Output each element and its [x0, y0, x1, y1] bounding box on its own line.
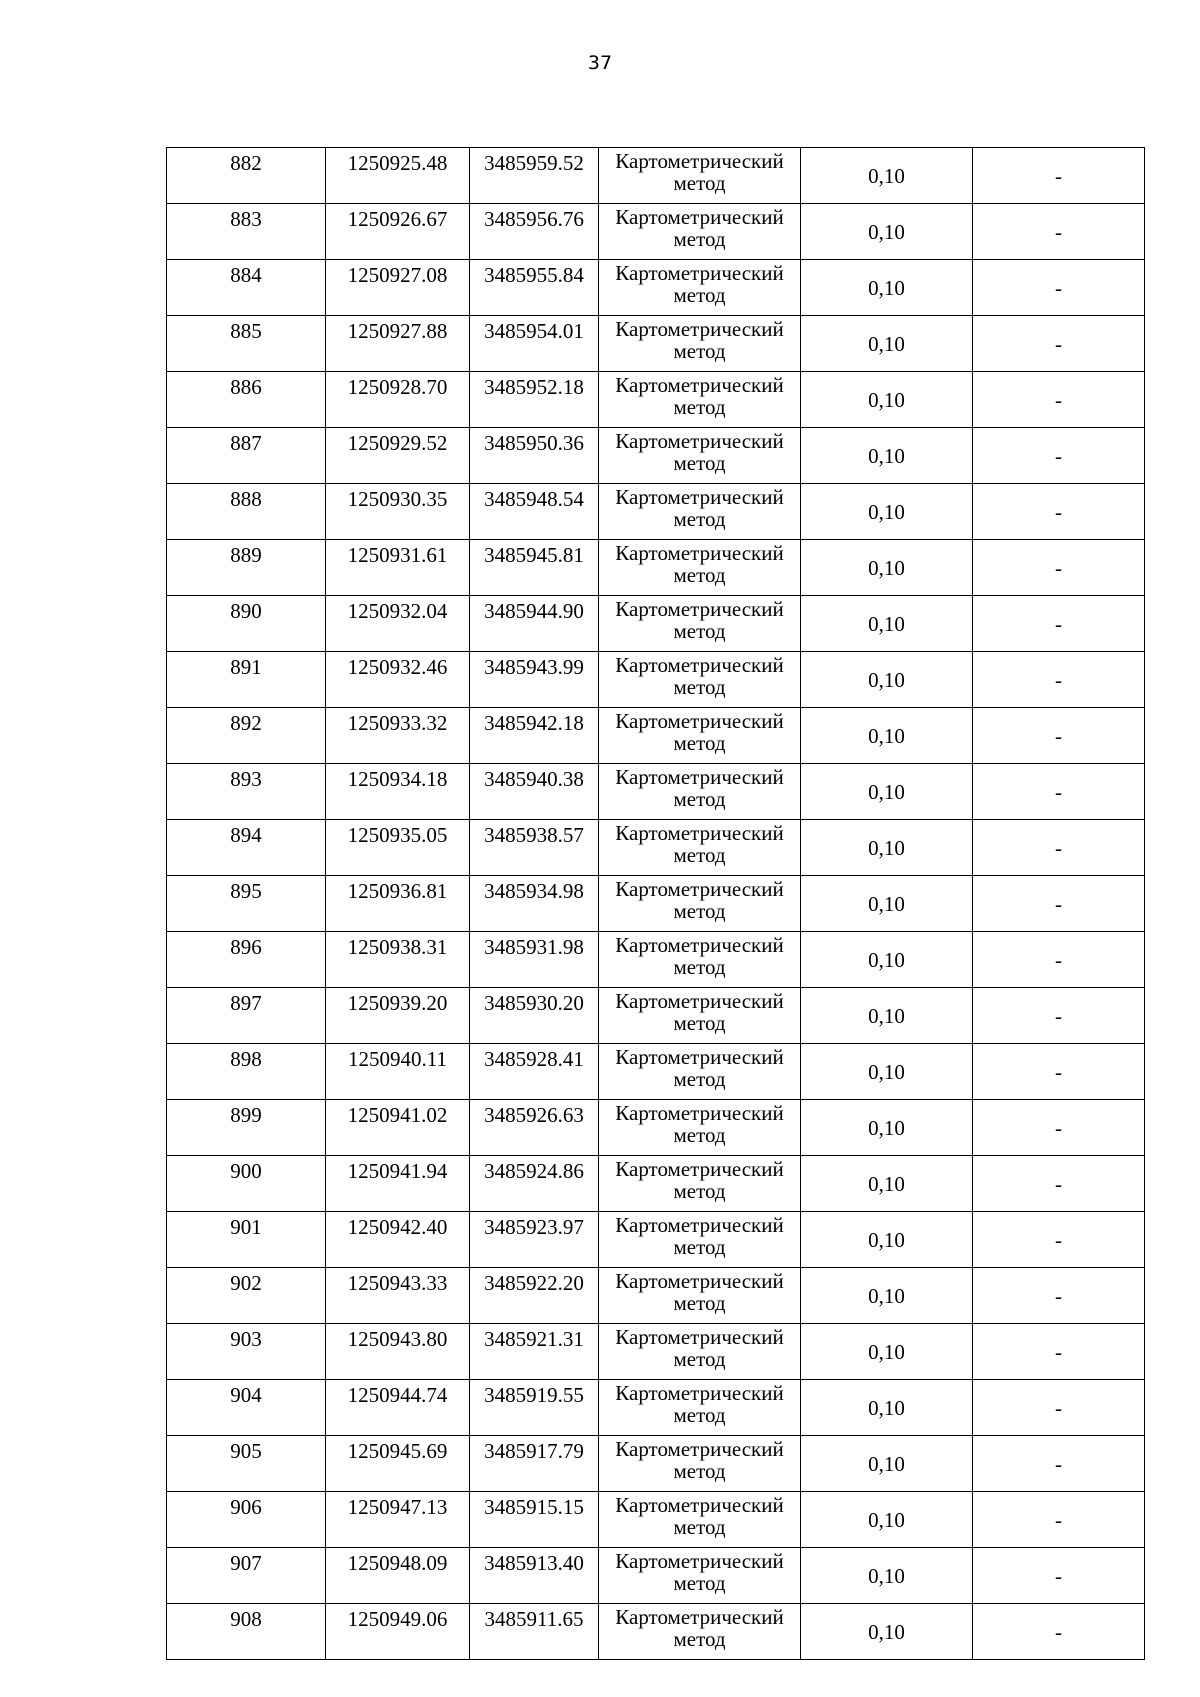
method-line-1: Картометрический — [615, 1213, 784, 1237]
y-coordinate-cell: 3485959.52 — [470, 148, 599, 204]
method-line-2: метод — [673, 1403, 726, 1427]
accuracy-cell: 0,10 — [801, 260, 973, 316]
table-row — [167, 876, 1145, 932]
method-cell — [599, 1604, 801, 1660]
accuracy-cell: 0,10 — [801, 764, 973, 820]
method-line-1: Картометрический — [615, 989, 784, 1013]
table-row — [167, 708, 1145, 764]
method-line-1: Картометрический — [615, 597, 784, 621]
method-line-1: Картометрический — [615, 765, 784, 789]
accuracy-cell: 0,10 — [801, 932, 973, 988]
point-number-cell: 883 — [167, 204, 326, 260]
note-cell: - — [973, 1044, 1145, 1100]
table-row — [167, 1324, 1145, 1380]
note-cell: - — [973, 708, 1145, 764]
y-coordinate-cell: 3485926.63 — [470, 1100, 599, 1156]
note-cell: - — [973, 1268, 1145, 1324]
point-number-cell: 890 — [167, 596, 326, 652]
y-coordinate-cell: 3485917.79 — [470, 1436, 599, 1492]
accuracy-cell: 0,10 — [801, 428, 973, 484]
note-cell: - — [973, 932, 1145, 988]
method-cell — [599, 204, 801, 260]
method-line-2: метод — [673, 339, 726, 363]
point-number-cell: 886 — [167, 372, 326, 428]
method-line-2: метод — [673, 507, 726, 531]
table-row — [167, 372, 1145, 428]
x-coordinate-cell: 1250927.08 — [326, 260, 470, 316]
y-coordinate-cell: 3485919.55 — [470, 1380, 599, 1436]
method-line-1: Картометрический — [615, 1101, 784, 1125]
accuracy-cell: 0,10 — [801, 596, 973, 652]
point-number-cell: 882 — [167, 148, 326, 204]
method-line-1: Картометрический — [615, 485, 784, 509]
point-number-cell: 900 — [167, 1156, 326, 1212]
y-coordinate-cell: 3485930.20 — [470, 988, 599, 1044]
point-number-cell: 897 — [167, 988, 326, 1044]
x-coordinate-cell: 1250947.13 — [326, 1492, 470, 1548]
note-cell: - — [973, 652, 1145, 708]
point-number-cell: 901 — [167, 1212, 326, 1268]
y-coordinate-cell: 3485955.84 — [470, 260, 599, 316]
coordinates-table-body — [167, 148, 1145, 1660]
point-number-cell: 888 — [167, 484, 326, 540]
x-coordinate-cell: 1250928.70 — [326, 372, 470, 428]
method-line-2: метод — [673, 1235, 726, 1259]
table-row — [167, 1212, 1145, 1268]
x-coordinate-cell: 1250925.48 — [326, 148, 470, 204]
table-row — [167, 1044, 1145, 1100]
accuracy-cell: 0,10 — [801, 1548, 973, 1604]
table-row — [167, 148, 1145, 204]
y-coordinate-cell: 3485938.57 — [470, 820, 599, 876]
y-coordinate-cell: 3485954.01 — [470, 316, 599, 372]
table-row — [167, 484, 1145, 540]
method-cell — [599, 428, 801, 484]
note-cell: - — [973, 484, 1145, 540]
point-number-cell: 906 — [167, 1492, 326, 1548]
y-coordinate-cell: 3485923.97 — [470, 1212, 599, 1268]
method-cell — [599, 652, 801, 708]
accuracy-cell: 0,10 — [801, 820, 973, 876]
method-line-2: метод — [673, 451, 726, 475]
note-cell: - — [973, 1604, 1145, 1660]
x-coordinate-cell: 1250941.94 — [326, 1156, 470, 1212]
point-number-cell: 904 — [167, 1380, 326, 1436]
y-coordinate-cell: 3485922.20 — [470, 1268, 599, 1324]
method-line-1: Картометрический — [615, 1493, 784, 1517]
method-line-1: Картометрический — [615, 821, 784, 845]
note-cell: - — [973, 1380, 1145, 1436]
method-line-1: Картометрический — [615, 1605, 784, 1629]
note-cell: - — [973, 372, 1145, 428]
y-coordinate-cell: 3485921.31 — [470, 1324, 599, 1380]
method-line-2: метод — [673, 227, 726, 251]
table-row — [167, 1156, 1145, 1212]
method-cell — [599, 484, 801, 540]
point-number-cell: 896 — [167, 932, 326, 988]
x-coordinate-cell: 1250945.69 — [326, 1436, 470, 1492]
x-coordinate-cell: 1250934.18 — [326, 764, 470, 820]
method-line-2: метод — [673, 619, 726, 643]
note-cell: - — [973, 316, 1145, 372]
table-row — [167, 1100, 1145, 1156]
note-cell: - — [973, 876, 1145, 932]
y-coordinate-cell: 3485931.98 — [470, 932, 599, 988]
accuracy-cell: 0,10 — [801, 372, 973, 428]
method-line-2: метод — [673, 899, 726, 923]
method-line-2: метод — [673, 1459, 726, 1483]
x-coordinate-cell: 1250949.06 — [326, 1604, 470, 1660]
point-number-cell: 903 — [167, 1324, 326, 1380]
x-coordinate-cell: 1250933.32 — [326, 708, 470, 764]
y-coordinate-cell: 3485928.41 — [470, 1044, 599, 1100]
method-cell — [599, 764, 801, 820]
y-coordinate-cell: 3485934.98 — [470, 876, 599, 932]
method-line-1: Картометрический — [615, 429, 784, 453]
accuracy-cell: 0,10 — [801, 1268, 973, 1324]
method-line-1: Картометрический — [615, 1325, 784, 1349]
method-cell — [599, 316, 801, 372]
table-row — [167, 652, 1145, 708]
method-line-2: метод — [673, 563, 726, 587]
y-coordinate-cell: 3485944.90 — [470, 596, 599, 652]
method-cell — [599, 1044, 801, 1100]
point-number-cell: 907 — [167, 1548, 326, 1604]
method-line-2: метод — [673, 395, 726, 419]
method-line-1: Картометрический — [615, 1549, 784, 1573]
point-number-cell: 899 — [167, 1100, 326, 1156]
method-line-1: Картометрический — [615, 1381, 784, 1405]
table-row — [167, 596, 1145, 652]
accuracy-cell: 0,10 — [801, 1436, 973, 1492]
y-coordinate-cell: 3485913.40 — [470, 1548, 599, 1604]
y-coordinate-cell: 3485956.76 — [470, 204, 599, 260]
note-cell: - — [973, 1100, 1145, 1156]
point-number-cell: 887 — [167, 428, 326, 484]
method-line-2: метод — [673, 1347, 726, 1371]
x-coordinate-cell: 1250931.61 — [326, 540, 470, 596]
x-coordinate-cell: 1250944.74 — [326, 1380, 470, 1436]
method-cell — [599, 932, 801, 988]
method-line-2: метод — [673, 171, 726, 195]
table-row — [167, 1604, 1145, 1660]
method-line-2: метод — [673, 1011, 726, 1035]
accuracy-cell: 0,10 — [801, 316, 973, 372]
x-coordinate-cell: 1250942.40 — [326, 1212, 470, 1268]
method-line-1: Картометрический — [615, 205, 784, 229]
accuracy-cell: 0,10 — [801, 708, 973, 764]
method-line-1: Картометрический — [615, 933, 784, 957]
point-number-cell: 884 — [167, 260, 326, 316]
point-number-cell: 889 — [167, 540, 326, 596]
x-coordinate-cell: 1250930.35 — [326, 484, 470, 540]
method-cell — [599, 372, 801, 428]
table-row — [167, 932, 1145, 988]
accuracy-cell: 0,10 — [801, 1492, 973, 1548]
method-line-1: Картометрический — [615, 1045, 784, 1069]
y-coordinate-cell: 3485924.86 — [470, 1156, 599, 1212]
method-line-1: Картометрический — [615, 1157, 784, 1181]
method-cell — [599, 1268, 801, 1324]
method-line-1: Картометрический — [615, 653, 784, 677]
y-coordinate-cell: 3485942.18 — [470, 708, 599, 764]
x-coordinate-cell: 1250927.88 — [326, 316, 470, 372]
x-coordinate-cell: 1250929.52 — [326, 428, 470, 484]
method-cell — [599, 1436, 801, 1492]
method-line-1: Картометрический — [615, 709, 784, 733]
table-row — [167, 204, 1145, 260]
x-coordinate-cell: 1250926.67 — [326, 204, 470, 260]
accuracy-cell: 0,10 — [801, 652, 973, 708]
method-line-2: метод — [673, 1291, 726, 1315]
method-cell — [599, 876, 801, 932]
method-cell — [599, 820, 801, 876]
note-cell: - — [973, 820, 1145, 876]
method-cell — [599, 1324, 801, 1380]
method-line-2: метод — [673, 1627, 726, 1651]
method-cell — [599, 988, 801, 1044]
accuracy-cell: 0,10 — [801, 1604, 973, 1660]
accuracy-cell: 0,10 — [801, 988, 973, 1044]
point-number-cell: 908 — [167, 1604, 326, 1660]
accuracy-cell: 0,10 — [801, 484, 973, 540]
method-line-1: Картометрический — [615, 1269, 784, 1293]
accuracy-cell: 0,10 — [801, 148, 973, 204]
note-cell: - — [973, 204, 1145, 260]
y-coordinate-cell: 3485948.54 — [470, 484, 599, 540]
table-row — [167, 316, 1145, 372]
table-row — [167, 1548, 1145, 1604]
method-cell — [599, 1492, 801, 1548]
note-cell: - — [973, 596, 1145, 652]
accuracy-cell: 0,10 — [801, 1212, 973, 1268]
table-row — [167, 260, 1145, 316]
method-cell — [599, 1212, 801, 1268]
y-coordinate-cell: 3485952.18 — [470, 372, 599, 428]
method-cell — [599, 540, 801, 596]
accuracy-cell: 0,10 — [801, 204, 973, 260]
method-line-2: метод — [673, 1179, 726, 1203]
point-number-cell: 892 — [167, 708, 326, 764]
y-coordinate-cell: 3485940.38 — [470, 764, 599, 820]
note-cell: - — [973, 1212, 1145, 1268]
accuracy-cell: 0,10 — [801, 1044, 973, 1100]
y-coordinate-cell: 3485950.36 — [470, 428, 599, 484]
method-cell — [599, 148, 801, 204]
x-coordinate-cell: 1250943.33 — [326, 1268, 470, 1324]
accuracy-cell: 0,10 — [801, 1324, 973, 1380]
y-coordinate-cell: 3485911.65 — [470, 1604, 599, 1660]
accuracy-cell: 0,10 — [801, 1380, 973, 1436]
point-number-cell: 885 — [167, 316, 326, 372]
method-line-2: метод — [673, 1067, 726, 1091]
x-coordinate-cell: 1250939.20 — [326, 988, 470, 1044]
x-coordinate-cell: 1250935.05 — [326, 820, 470, 876]
method-line-1: Картометрический — [615, 373, 784, 397]
x-coordinate-cell: 1250932.46 — [326, 652, 470, 708]
point-number-cell: 891 — [167, 652, 326, 708]
method-cell — [599, 260, 801, 316]
y-coordinate-cell: 3485945.81 — [470, 540, 599, 596]
table-row — [167, 820, 1145, 876]
note-cell: - — [973, 540, 1145, 596]
x-coordinate-cell: 1250932.04 — [326, 596, 470, 652]
table-row — [167, 1268, 1145, 1324]
page-number: 37 — [587, 52, 613, 74]
x-coordinate-cell: 1250938.31 — [326, 932, 470, 988]
point-number-cell: 894 — [167, 820, 326, 876]
method-line-1: Картометрический — [615, 877, 784, 901]
method-line-1: Картометрический — [615, 1437, 784, 1461]
table-row — [167, 428, 1145, 484]
point-number-cell: 898 — [167, 1044, 326, 1100]
note-cell: - — [973, 764, 1145, 820]
x-coordinate-cell: 1250943.80 — [326, 1324, 470, 1380]
note-cell: - — [973, 1436, 1145, 1492]
method-line-2: метод — [673, 283, 726, 307]
method-line-1: Картометрический — [615, 317, 784, 341]
x-coordinate-cell: 1250948.09 — [326, 1548, 470, 1604]
note-cell: - — [973, 1324, 1145, 1380]
note-cell: - — [973, 988, 1145, 1044]
accuracy-cell: 0,10 — [801, 876, 973, 932]
x-coordinate-cell: 1250936.81 — [326, 876, 470, 932]
table-row — [167, 1492, 1145, 1548]
method-cell — [599, 1100, 801, 1156]
method-cell — [599, 1380, 801, 1436]
note-cell: - — [973, 1492, 1145, 1548]
coordinates-table — [166, 147, 1145, 1660]
table-row — [167, 1436, 1145, 1492]
note-cell: - — [973, 148, 1145, 204]
table-row — [167, 988, 1145, 1044]
note-cell: - — [973, 1548, 1145, 1604]
method-line-2: метод — [673, 1515, 726, 1539]
note-cell: - — [973, 428, 1145, 484]
method-cell — [599, 708, 801, 764]
point-number-cell: 902 — [167, 1268, 326, 1324]
note-cell: - — [973, 1156, 1145, 1212]
method-line-2: метод — [673, 787, 726, 811]
accuracy-cell: 0,10 — [801, 540, 973, 596]
method-cell — [599, 1156, 801, 1212]
x-coordinate-cell: 1250940.11 — [326, 1044, 470, 1100]
method-line-1: Картометрический — [615, 541, 784, 565]
method-line-2: метод — [673, 675, 726, 699]
method-cell — [599, 1548, 801, 1604]
method-line-1: Картометрический — [615, 261, 784, 285]
method-line-2: метод — [673, 843, 726, 867]
point-number-cell: 895 — [167, 876, 326, 932]
table-row — [167, 764, 1145, 820]
accuracy-cell: 0,10 — [801, 1100, 973, 1156]
y-coordinate-cell: 3485915.15 — [470, 1492, 599, 1548]
method-line-2: метод — [673, 1571, 726, 1595]
method-cell — [599, 596, 801, 652]
point-number-cell: 905 — [167, 1436, 326, 1492]
method-line-1: Картометрический — [615, 149, 784, 173]
accuracy-cell: 0,10 — [801, 1156, 973, 1212]
note-cell: - — [973, 260, 1145, 316]
table-row — [167, 540, 1145, 596]
table-row — [167, 1380, 1145, 1436]
x-coordinate-cell: 1250941.02 — [326, 1100, 470, 1156]
method-line-2: метод — [673, 731, 726, 755]
method-line-2: метод — [673, 955, 726, 979]
method-line-2: метод — [673, 1123, 726, 1147]
y-coordinate-cell: 3485943.99 — [470, 652, 599, 708]
point-number-cell: 893 — [167, 764, 326, 820]
